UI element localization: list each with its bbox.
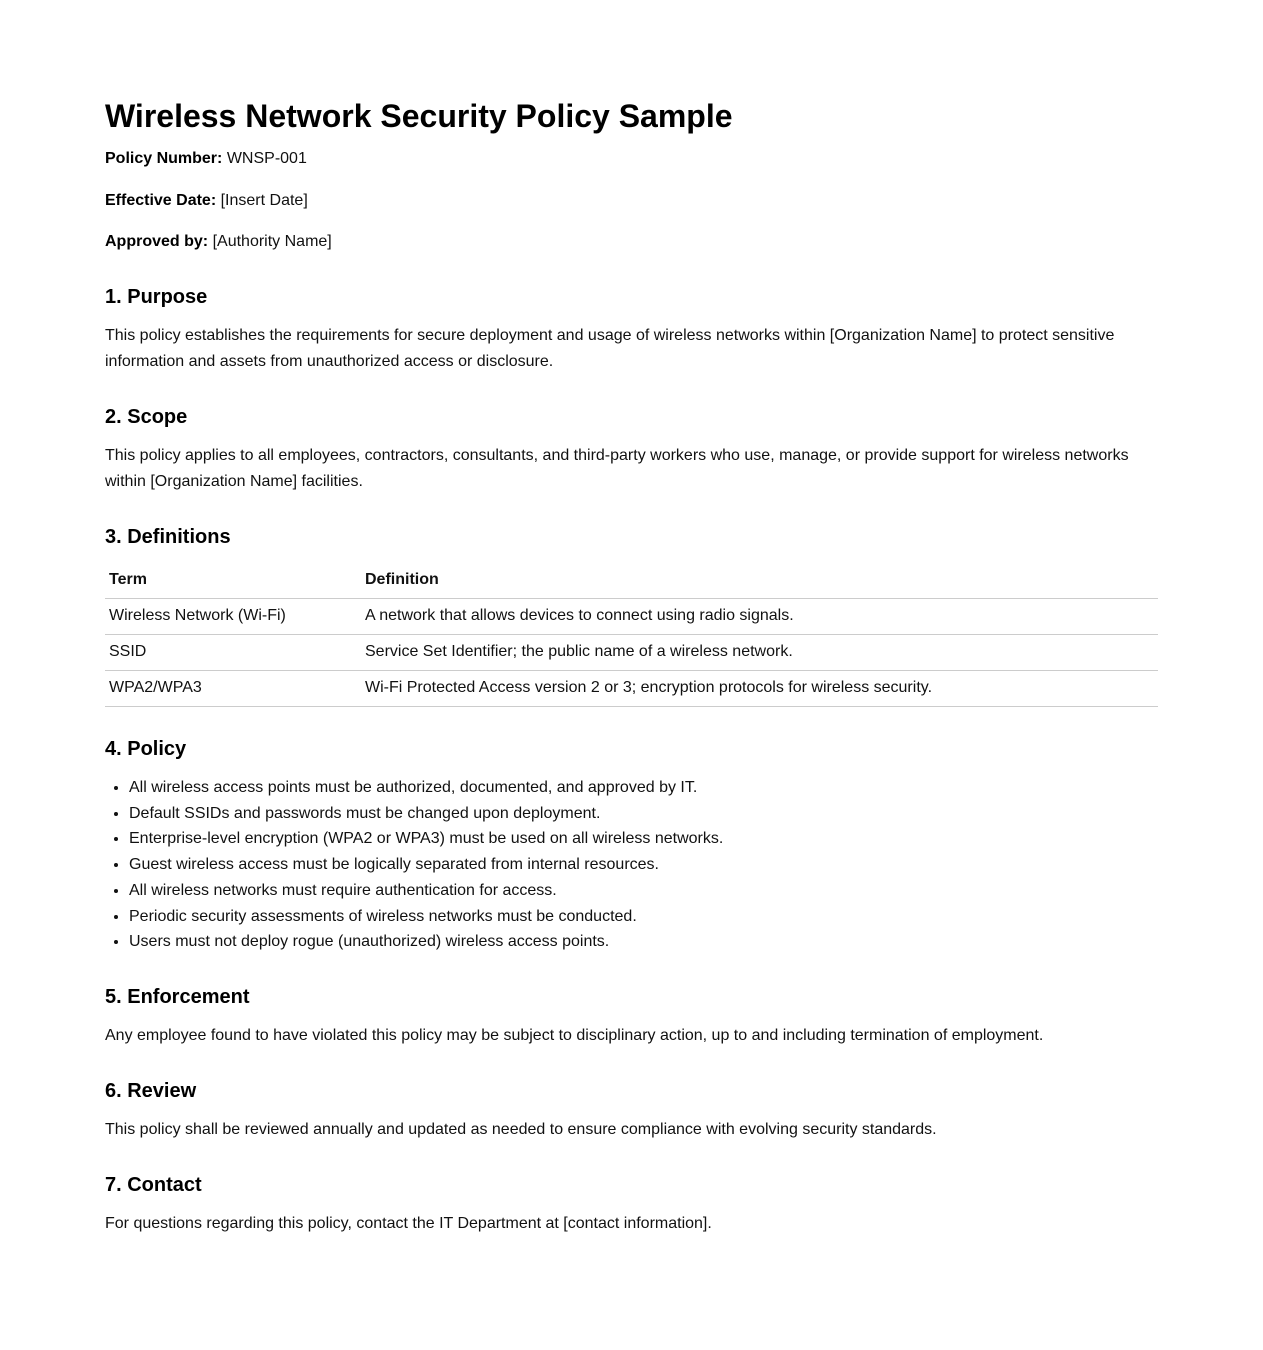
section-heading-contact: 7. Contact	[105, 1173, 202, 1196]
table-header-row	[105, 563, 1158, 599]
definition-cell: Service Set Identifier; the public name of a wireless network.	[361, 635, 1158, 671]
policy-document	[105, 96, 1158, 1253]
meta-label: Approved by:	[105, 233, 209, 250]
page-title: Wireless Network Security Policy Sample	[105, 98, 733, 134]
meta-value: [Authority Name]	[212, 233, 332, 250]
table-row	[105, 671, 1158, 707]
list-item: • All wireless networks must require authentication for access.	[129, 878, 1158, 904]
term-cell: SSID	[105, 635, 361, 671]
column-header-term: Term	[105, 563, 361, 599]
meta-value: [Insert Date]	[220, 191, 308, 209]
purpose-text: This policy establishes the requirements for secure deployment and usage of wireless networks within [Organization Name] to protect sensitive information and assets from unauthorized access or disclosure.	[105, 327, 1115, 370]
list-item: • Guest wireless access must be logically separated from internal resources.	[129, 852, 1158, 878]
section-heading-purpose: 1. Purpose	[105, 286, 208, 308]
list-item: • Periodic security assessments of wireless networks must be conducted.	[129, 904, 1158, 930]
enforcement-text: Any employee found to have violated this policy may be subject to disciplinary action, up to and including termination of employment.	[105, 1026, 1044, 1044]
table-row	[105, 599, 1158, 635]
section-heading-scope: 2. Scope	[105, 406, 188, 428]
definition-cell: Wi-Fi Protected Access version 2 or 3; encryption protocols for wireless security.	[361, 671, 1158, 707]
scope-text: This policy applies to all employees, contractors, consultants, and third-party workers who use, manage, or provide support for wireless networks within [Organization Name] facilities.	[105, 447, 1129, 490]
list-item: • All wireless access points must be authorized, documented, and approved by IT.	[129, 775, 1158, 801]
effective-date	[105, 188, 1158, 214]
term-cell: Wireless Network (Wi-Fi)	[105, 599, 361, 635]
definitions-table	[105, 563, 1158, 707]
policy-number	[105, 146, 1158, 172]
policy-list	[105, 775, 1158, 955]
section-heading-enforcement: 5. Enforcement	[105, 985, 250, 1008]
meta-label: Effective Date:	[105, 191, 217, 209]
term-cell: WPA2/WPA3	[105, 671, 361, 707]
review-text: This policy shall be reviewed annually and updated as needed to ensure compliance with evolving security standards.	[105, 1120, 937, 1138]
column-header-definition: Definition	[361, 563, 1158, 599]
approved-by	[105, 229, 1158, 255]
list-item: • Enterprise-level encryption (WPA2 or WPA3) must be used on all wireless networks.	[129, 826, 1158, 852]
table-row	[105, 635, 1158, 671]
meta-value: WNSP-001	[226, 150, 307, 167]
section-heading-review: 6. Review	[105, 1079, 197, 1102]
section-heading-policy: 4. Policy	[105, 738, 187, 760]
meta-label: Policy Number:	[105, 150, 223, 167]
list-item: • Users must not deploy rogue (unauthorized) wireless access points.	[129, 929, 1158, 955]
definition-cell: A network that allows devices to connect using radio signals.	[361, 599, 1158, 635]
section-heading-definitions: 3. Definitions	[105, 526, 231, 548]
list-item: • Default SSIDs and passwords must be changed upon deployment.	[129, 801, 1158, 827]
contact-text: For questions regarding this policy, contact the IT Department at [contact information].	[105, 1214, 712, 1232]
